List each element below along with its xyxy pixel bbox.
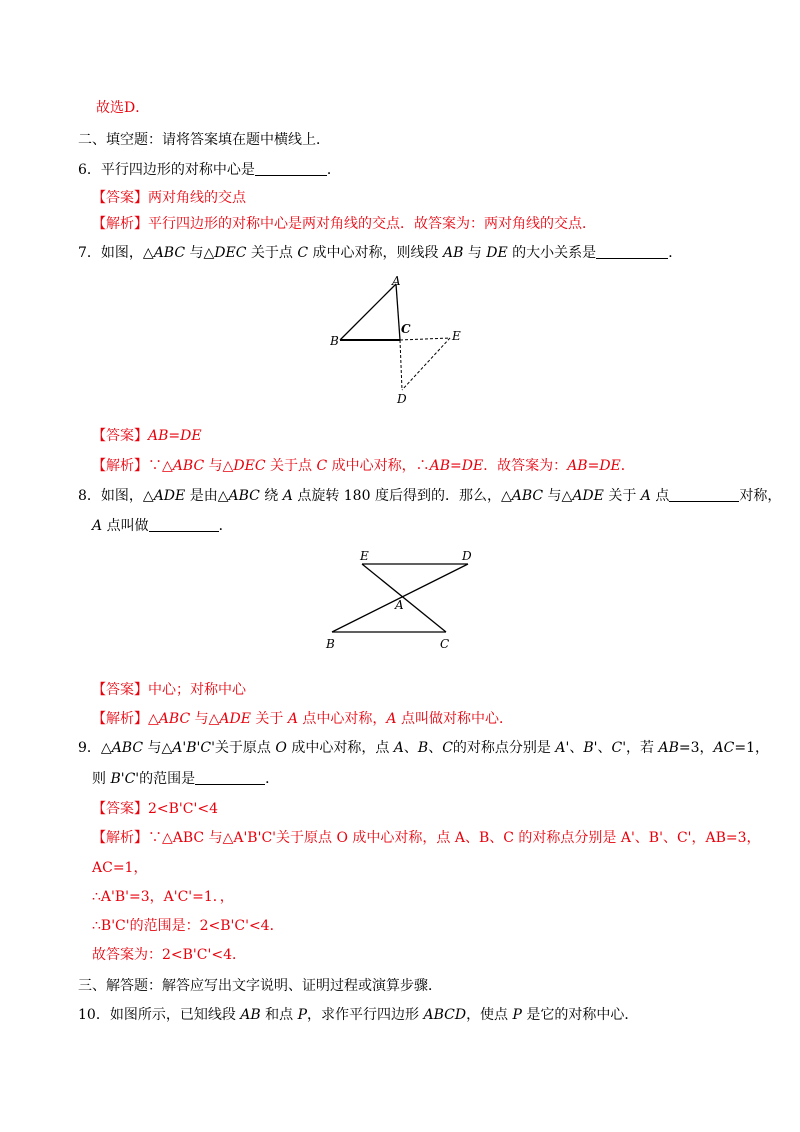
- q7-part: DE: [486, 245, 508, 261]
- explanation-tag: 【解析】: [92, 711, 148, 727]
- q8-part: 8．如图，△: [78, 488, 154, 504]
- answer-blank: [596, 243, 668, 259]
- label-b: B: [330, 334, 339, 348]
- q8-part: ．: [218, 518, 233, 534]
- j7-part: ．故答案为：: [483, 458, 568, 474]
- j7-part: 成中心对称，∴: [327, 458, 430, 474]
- q10-part: 10．如图所示，已知线段: [78, 1007, 241, 1023]
- j7-part: DEC: [233, 458, 266, 474]
- q9-part: B: [417, 740, 429, 756]
- q9-part: 9．△: [78, 740, 112, 756]
- j7-part: ．: [620, 458, 635, 474]
- question-text: 6．平行四边形的对称中心是: [78, 162, 255, 178]
- explanation-9-line3: [92, 887, 234, 907]
- answer-text: 中心；对称中心: [148, 682, 246, 698]
- label-b: B: [326, 637, 335, 651]
- j7-part: C: [316, 458, 328, 474]
- answer-7: [92, 426, 202, 446]
- q9-part: AB: [658, 740, 679, 756]
- q8-part: ADE: [153, 488, 186, 504]
- explanation-text: 故答案为：2<B'C'<4．: [92, 947, 246, 963]
- q9-part: C: [442, 740, 453, 756]
- answer-blank: [149, 516, 219, 532]
- answer-6: [92, 188, 246, 208]
- explanation-9-line5: [92, 945, 246, 965]
- q8-part: A: [640, 488, 651, 504]
- question-8: [78, 486, 781, 506]
- q7-part: 与: [463, 245, 487, 261]
- answer-blank: [669, 486, 739, 502]
- q9-part: =3，: [678, 740, 714, 756]
- q9-part: 关于原点: [214, 740, 276, 756]
- q8-part: A: [282, 488, 293, 504]
- q7-part: ．: [668, 245, 683, 261]
- question-9-line2: [92, 769, 279, 789]
- q7-part: ABC: [153, 245, 186, 261]
- j7-part: ABC: [172, 458, 205, 474]
- q8-part: 与△: [543, 488, 573, 504]
- q9-part: 、: [403, 740, 418, 756]
- q10-part: 是它的对称中心．: [521, 1007, 639, 1023]
- j7-part: 与△: [204, 458, 234, 474]
- figure-8-diagram: [320, 546, 480, 656]
- section-header-fill-in: [78, 130, 330, 150]
- answer-9: [92, 799, 218, 819]
- q7-part: 成中心对称，则线段: [308, 245, 443, 261]
- j8-part: ABC: [158, 711, 191, 727]
- section-title: 三、解答题：解答应写出文字说明、证明过程或演算步骤．: [78, 978, 442, 994]
- label-e: E: [452, 329, 461, 343]
- q9-part: 、: [597, 740, 612, 756]
- j8-part: ADE: [219, 711, 251, 727]
- question-end: ．: [326, 162, 341, 178]
- q9-part: A: [393, 740, 404, 756]
- segment-ab: [340, 284, 396, 340]
- answer-tag: 【答案】: [92, 801, 148, 817]
- j8-part: △: [148, 711, 159, 727]
- j7-part: AB=DE: [429, 458, 484, 474]
- q10-part: ，求作平行四边形: [307, 1007, 424, 1023]
- label-c: C: [401, 322, 411, 336]
- segment-de: [402, 338, 450, 390]
- explanation-text: 平行四边形的对称中心是两对角线的交点．故答案为：两对角线的交点．: [148, 216, 596, 232]
- q7-part: 与△: [185, 245, 215, 261]
- figure-7-diagram: [330, 272, 470, 412]
- q8-part: 是由△: [185, 488, 229, 504]
- q7-part: 的大小关系是: [507, 245, 597, 261]
- q8-part: 对称，: [739, 488, 782, 504]
- q8-part: ADE: [572, 488, 604, 504]
- label-d: D: [462, 549, 472, 563]
- answer-tag: 【答案】: [92, 428, 148, 444]
- j7-part: 关于点: [265, 458, 317, 474]
- explanation-text: ∵△ABC 与△A'B'C'关于原点 O 成中心对称，点 A、B、C 的对称点分别是 A'、B'、C'，AB=3，: [148, 830, 761, 846]
- explanation-9-line2: [92, 858, 147, 878]
- answer-tag: 【答案】: [92, 682, 148, 698]
- segment-ce: [400, 338, 450, 340]
- answer-text: AB=DE: [148, 428, 202, 444]
- label-a: A: [392, 274, 401, 288]
- explanation-9-line4: [92, 916, 284, 936]
- q9-part: ，若: [626, 740, 659, 756]
- explanation-tag: 【解析】: [92, 458, 148, 474]
- q8-part: ABC: [228, 488, 260, 504]
- q9-part: A'B'C': [172, 740, 215, 756]
- q9-part: 、: [569, 740, 584, 756]
- q9-part: ．: [265, 771, 280, 787]
- q9-part: 与△: [143, 740, 173, 756]
- q9-part: O: [275, 740, 287, 756]
- q8-part: 关于: [603, 488, 641, 504]
- answer-8: [92, 680, 246, 700]
- explanation-tag: 【解析】: [92, 830, 148, 846]
- q10-part: 和点: [260, 1007, 298, 1023]
- q9-part: 的范围是: [139, 771, 196, 787]
- segment-ec: [362, 564, 446, 632]
- explanation-text: ∴B'C'的范围是：2<B'C'<4．: [92, 918, 284, 934]
- j8-part: 点叫做对称中心．: [396, 711, 513, 727]
- label-e: E: [360, 549, 369, 563]
- q8-part: ABC: [511, 488, 544, 504]
- explanation-7: [92, 456, 635, 476]
- explanation-8: [92, 709, 513, 729]
- q9-part: 成中心对称，点: [286, 740, 394, 756]
- segment-ac: [396, 284, 400, 340]
- question-9: [78, 738, 769, 758]
- answer-blank: [255, 160, 327, 176]
- j8-part: 点中心对称，: [297, 711, 387, 727]
- question-8-line2: [92, 516, 233, 536]
- q8-part: 绕: [259, 488, 283, 504]
- q7-part: DEC: [214, 245, 247, 261]
- answer-text: 2<B'C'<4: [148, 801, 218, 817]
- q7-part: 关于点: [246, 245, 298, 261]
- j8-part: 与△: [190, 711, 220, 727]
- q9-part: 则: [92, 771, 111, 787]
- j7-part: ∵△: [148, 458, 173, 474]
- label-d: D: [397, 392, 407, 406]
- label-a: A: [395, 598, 404, 612]
- q8-part: A: [92, 518, 103, 534]
- q8-part: 点旋转 180 度后得到的．那么，△: [292, 488, 512, 504]
- q9-part: A': [555, 740, 570, 756]
- q10-part: ，使点: [466, 1007, 513, 1023]
- conclusion-text: 故选D．: [96, 100, 150, 116]
- j8-part: 关于: [250, 711, 288, 727]
- q10-part: P: [297, 1007, 307, 1023]
- q10-part: ABCD: [423, 1007, 467, 1023]
- j7-part: AB=DE: [567, 458, 621, 474]
- explanation-text: AC=1，: [92, 860, 148, 876]
- question-7: [78, 243, 682, 263]
- q9-part: B': [583, 740, 598, 756]
- question-6: [78, 160, 341, 180]
- answer-conclusion: [96, 98, 149, 118]
- q9-part: B'C': [110, 771, 140, 787]
- q7-part: AB: [442, 245, 464, 261]
- explanation-text: ∴A'B'=3，A'C'=1．，: [92, 889, 234, 905]
- j8-part: A: [287, 711, 298, 727]
- q10-part: AB: [240, 1007, 261, 1023]
- j8-part: A: [386, 711, 397, 727]
- q9-part: ABC: [111, 740, 144, 756]
- q8-part: 点: [650, 488, 670, 504]
- q9-part: AC: [713, 740, 735, 756]
- q9-part: 的对称点分别是: [452, 740, 556, 756]
- q7-part: C: [297, 245, 309, 261]
- section-title: 二、填空题：请将答案填在题中横线上．: [78, 132, 330, 148]
- answer-tag: 【答案】: [92, 190, 148, 206]
- q9-part: =1，: [734, 740, 770, 756]
- answer-blank: [195, 769, 265, 785]
- answer-text: 两对角线的交点: [148, 190, 246, 206]
- q9-part: 、: [428, 740, 443, 756]
- question-10: [78, 1005, 638, 1025]
- q9-part: C': [611, 740, 627, 756]
- label-c: C: [440, 637, 450, 651]
- q10-part: P: [512, 1007, 522, 1023]
- explanation-9: [92, 828, 761, 848]
- q8-part: 点叫做: [102, 518, 149, 534]
- explanation-tag: 【解析】: [92, 216, 148, 232]
- q7-part: 7．如图，△: [78, 245, 154, 261]
- segment-cd: [400, 340, 402, 390]
- explanation-6: [92, 214, 596, 234]
- section-header-solutions: [78, 976, 442, 996]
